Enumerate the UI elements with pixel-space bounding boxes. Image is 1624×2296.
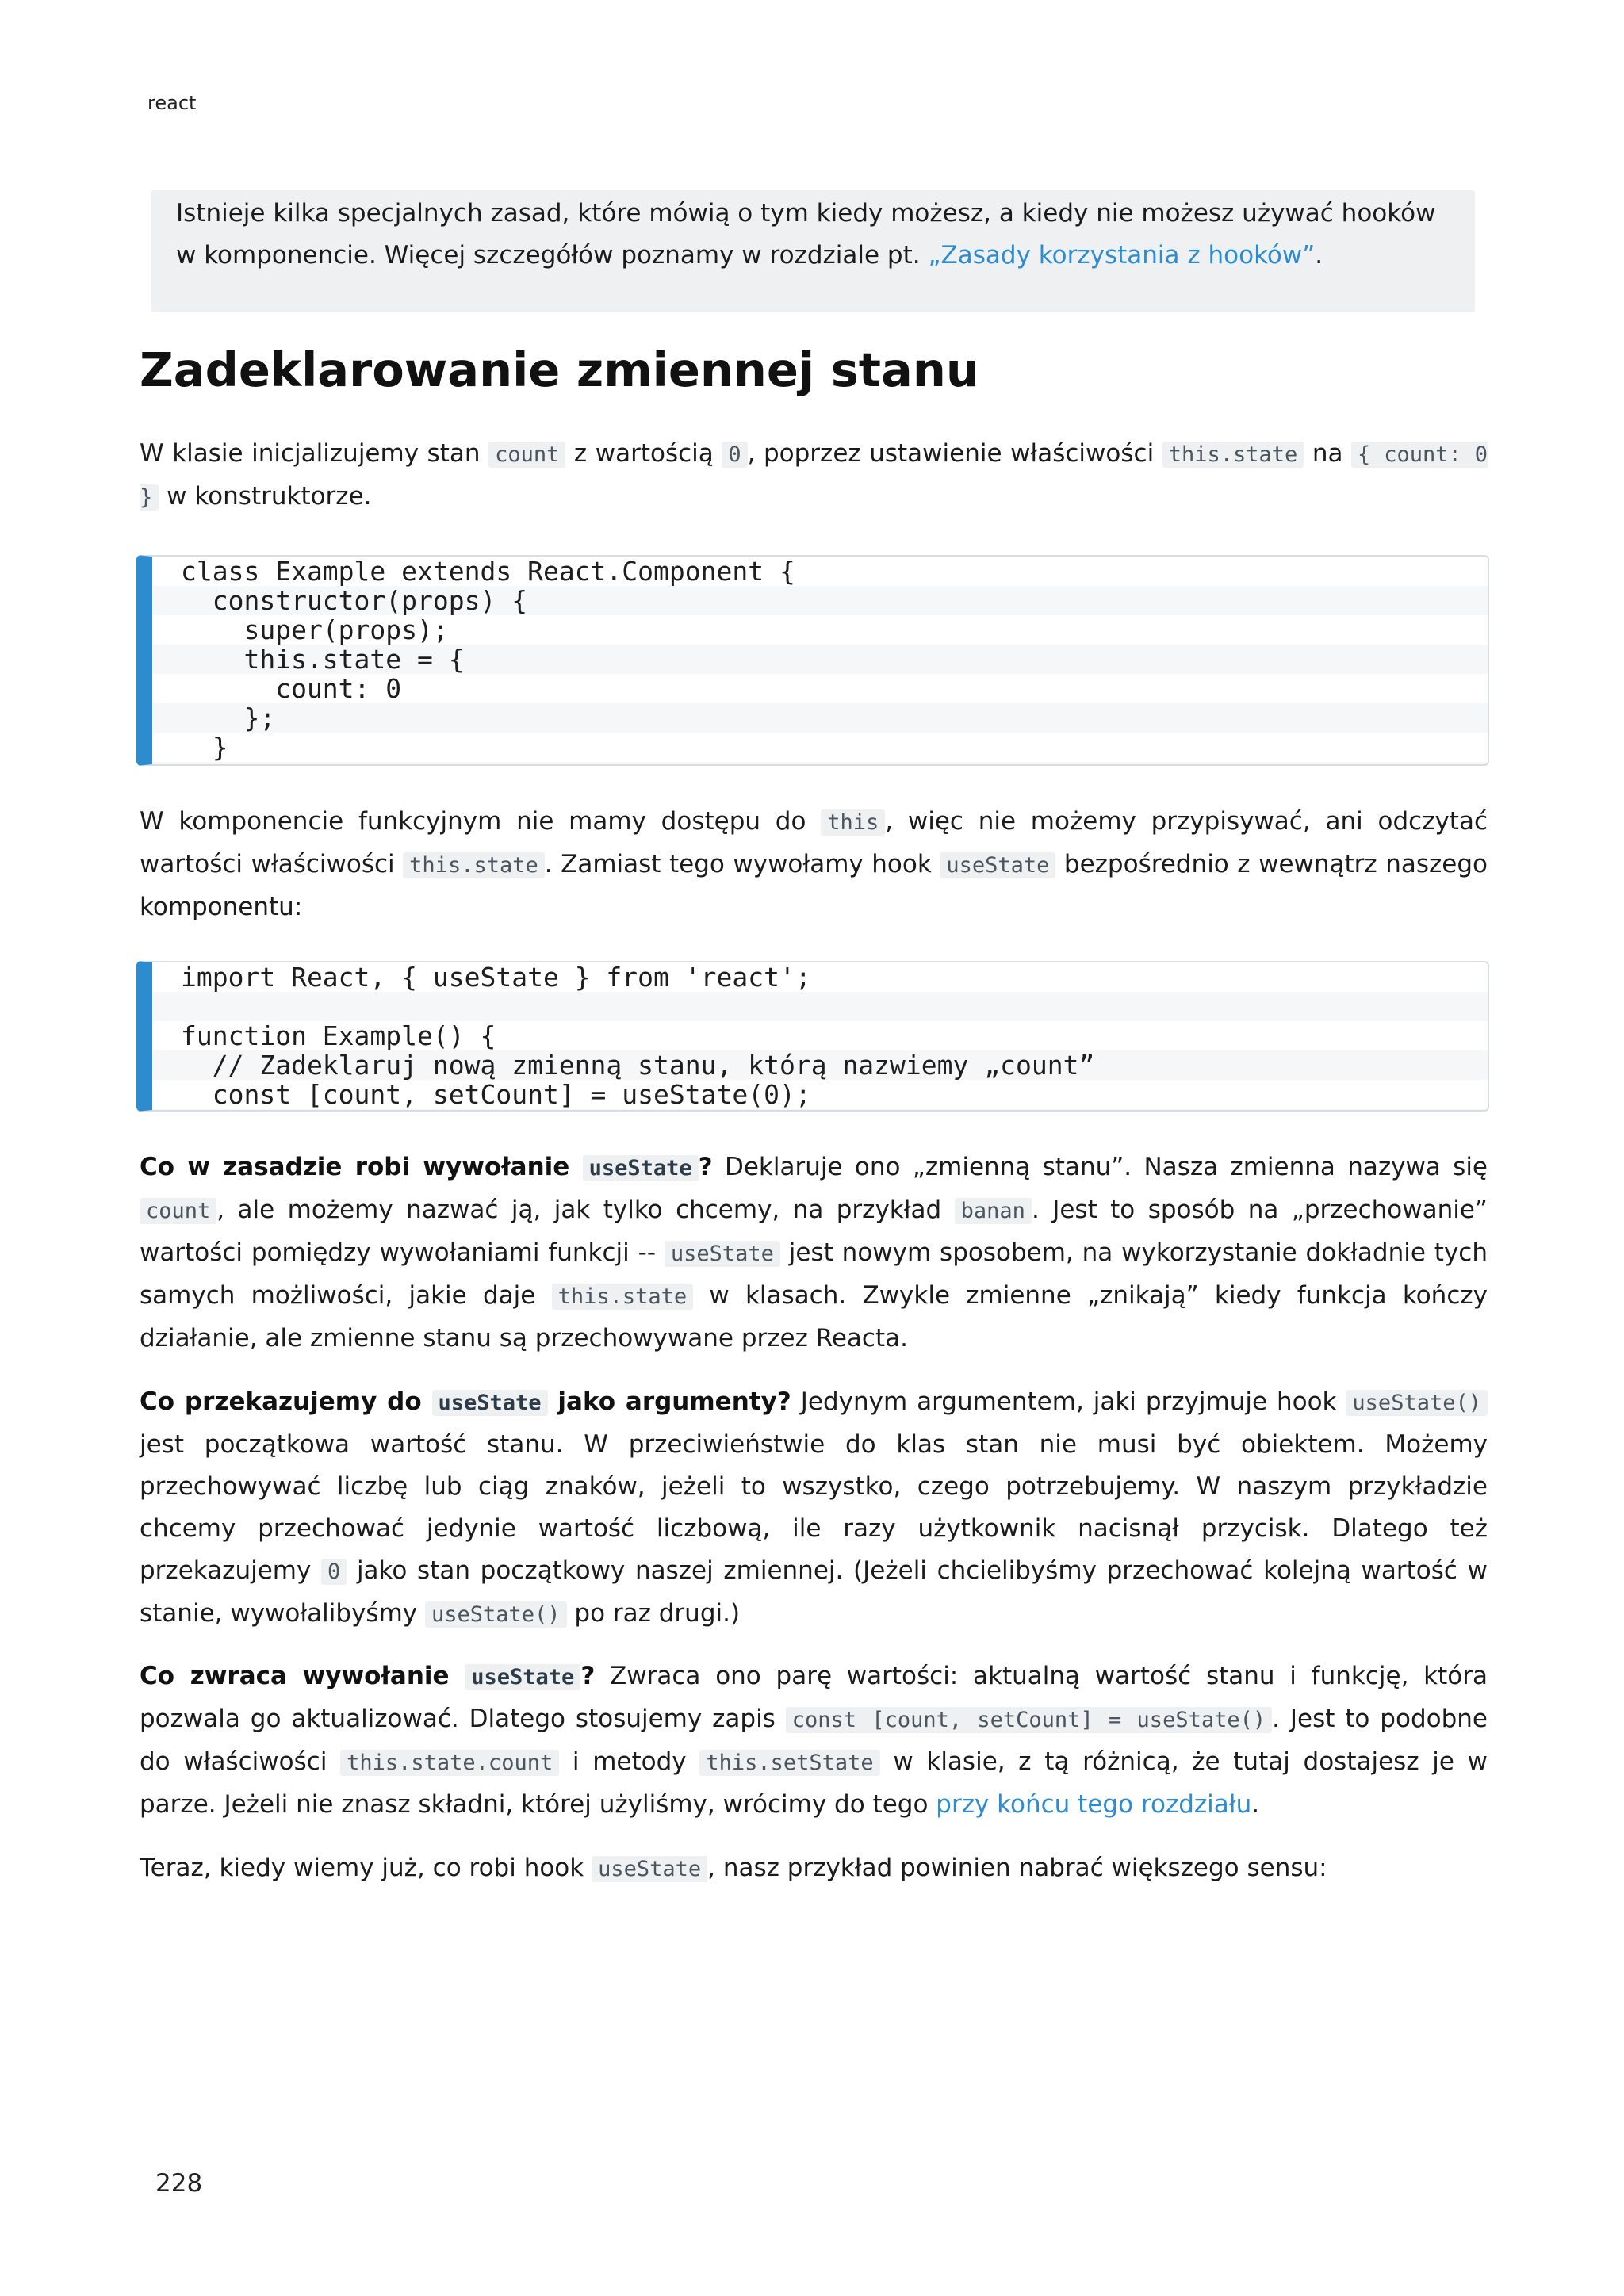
- note-end: .: [1315, 241, 1323, 270]
- text: na: [1304, 439, 1352, 468]
- text: , ale możemy nazwać ją, jak tylko chcemy, na przykład: [216, 1196, 955, 1224]
- paragraph-what-usestate-does: [140, 1146, 1488, 1360]
- inline-code: banan: [955, 1198, 1032, 1224]
- text: , poprzez ustawienie właściwości: [747, 439, 1162, 468]
- inline-code: useState: [432, 1390, 548, 1416]
- note-box: [151, 190, 1475, 312]
- end-of-chapter-link[interactable]: przy końcu tego rozdziału: [936, 1790, 1252, 1819]
- inline-code: this: [821, 809, 885, 836]
- inline-code: useState: [592, 1856, 707, 1882]
- text: Teraz, kiedy wiemy już, co robi hook: [140, 1854, 592, 1882]
- paragraph-arguments: [140, 1381, 1488, 1636]
- text: , więc nie możemy przypisywać, ani odczytać wartości właściwości: [140, 807, 1488, 878]
- text: Zwraca ono parę wartości: aktualną wartość stanu i funkcję, która pozwala go aktualizować. Dlatego stosujemy zapis: [140, 1662, 1488, 1733]
- text: . Jest to sposób na „przechowanie” wartości pomiędzy wywołaniami funkcji --: [140, 1196, 1488, 1267]
- text: bezpośrednio z wewnątrz naszego komponentu:: [140, 850, 1488, 921]
- text: w klasie, z tą różnicą, że tutaj dostajesz je w parze. Jeżeli nie znasz składni, której użyliśmy, wrócimy do tego: [140, 1747, 1488, 1819]
- text: W klasie inicjalizujemy stan: [140, 439, 489, 468]
- inline-code: useState: [583, 1155, 699, 1181]
- paragraph-conclusion: [140, 1847, 1488, 1890]
- text: w konstruktorze.: [159, 482, 372, 511]
- inline-code: this.state: [1162, 442, 1304, 468]
- inline-code: const [count, setCount] = useState(): [786, 1707, 1272, 1733]
- code-block-class: [136, 555, 1489, 766]
- text: po raz drugi.): [566, 1599, 741, 1628]
- text: , nasz przykład powinien nabrać większego sensu:: [707, 1854, 1327, 1882]
- text: Co przekazujemy do: [140, 1387, 432, 1416]
- paragraph-class-state: [140, 433, 1488, 519]
- inline-code: count: [140, 1198, 216, 1224]
- inline-code: count: [488, 442, 565, 468]
- section-heading: Zadeklarowanie zmiennej stanu: [140, 342, 979, 397]
- rules-of-hooks-link[interactable]: „Zasady korzystania z hooków”: [928, 241, 1316, 270]
- page-number: 228: [155, 2169, 203, 2198]
- question: [140, 1387, 791, 1416]
- text: jako stan początkowy naszej zmiennej. (Jeżeli chcielibyśmy przechować kolejną wartość w stanie, wywołalibyśmy: [140, 1556, 1488, 1628]
- text: z wartością: [565, 439, 722, 468]
- inline-code: this.setState: [699, 1750, 879, 1776]
- text: ?: [580, 1662, 596, 1690]
- inline-code: 0: [722, 442, 747, 468]
- text: Jedynym argumentem, jaki przyjmuje hook: [791, 1387, 1346, 1416]
- text: .: [1251, 1790, 1260, 1819]
- inline-code: 0: [321, 1559, 347, 1585]
- code-text: import React, { useState } from 'react'; function Example() { // Zadeklaruj nową zmienną stanu, którą nazwiemy „count” const [count, setCount] = useState(0);: [181, 962, 1095, 1110]
- text: W komponencie funkcyjnym nie mamy dostępu do: [140, 807, 822, 836]
- running-header: react: [147, 92, 197, 114]
- inline-code: useState: [465, 1664, 580, 1690]
- text: jest nowym sposobem, na wykorzystanie dokładnie tych samych możliwości, jakie daje: [140, 1238, 1488, 1310]
- text: Co w zasadzie robi wywołanie: [140, 1153, 583, 1181]
- paragraph-function-component: [140, 801, 1488, 928]
- question: [140, 1153, 713, 1181]
- inline-code: this.state: [403, 852, 545, 878]
- note-text: [176, 193, 1450, 277]
- text: ?: [698, 1153, 713, 1181]
- inline-code: this.state: [552, 1284, 694, 1310]
- inline-code: useState(): [1346, 1390, 1488, 1416]
- text: w klasach. Zwykle zmienne „znikają” kiedy funkcja kończy działanie, ale zmienne stanu są przechowywane przez Reacta.: [140, 1281, 1488, 1353]
- text: . Zamiast tego wywołamy hook: [544, 850, 940, 878]
- inline-code: this.state.count: [340, 1750, 559, 1776]
- text: Deklaruje ono „zmienną stanu”. Nasza zmienna nazywa się: [712, 1153, 1488, 1181]
- text: jest początkowa wartość stanu. W przeciwieństwie do klas stan nie musi być obiektem. Możemy przechowywać liczbę lub ciąg znaków, jeżeli to wszystko, czego potrzebujemy. W naszym przykładzie chcemy przechować jedynie wartość liczbową, ile razy użytkownik nacisnął przycisk. Dlatego też przekazujemy: [140, 1430, 1488, 1585]
- note-body: Istnieje kilka specjalnych zasad, które mówią o tym kiedy możesz, a kiedy nie możesz używać hooków w komponencie. Więcej szczegółów poznamy w rozdziale pt.: [176, 199, 1436, 270]
- text: jako argumenty?: [547, 1387, 791, 1416]
- inline-code: useState(): [425, 1601, 567, 1628]
- inline-code: useState: [940, 852, 1055, 878]
- paragraph-return-value: [140, 1655, 1488, 1826]
- question: [140, 1662, 595, 1690]
- text: Co zwraca wywołanie: [140, 1662, 465, 1690]
- text: . Jest to podobne do właściwości: [140, 1705, 1488, 1776]
- code-block-function: [136, 961, 1489, 1112]
- inline-code: { count: 0 }: [140, 442, 1488, 510]
- inline-code: useState: [665, 1241, 780, 1267]
- code-text: class Example extends React.Component { constructor(props) { super(props); this.state = { count: 0 }; }: [181, 556, 795, 763]
- text: i metody: [559, 1747, 700, 1776]
